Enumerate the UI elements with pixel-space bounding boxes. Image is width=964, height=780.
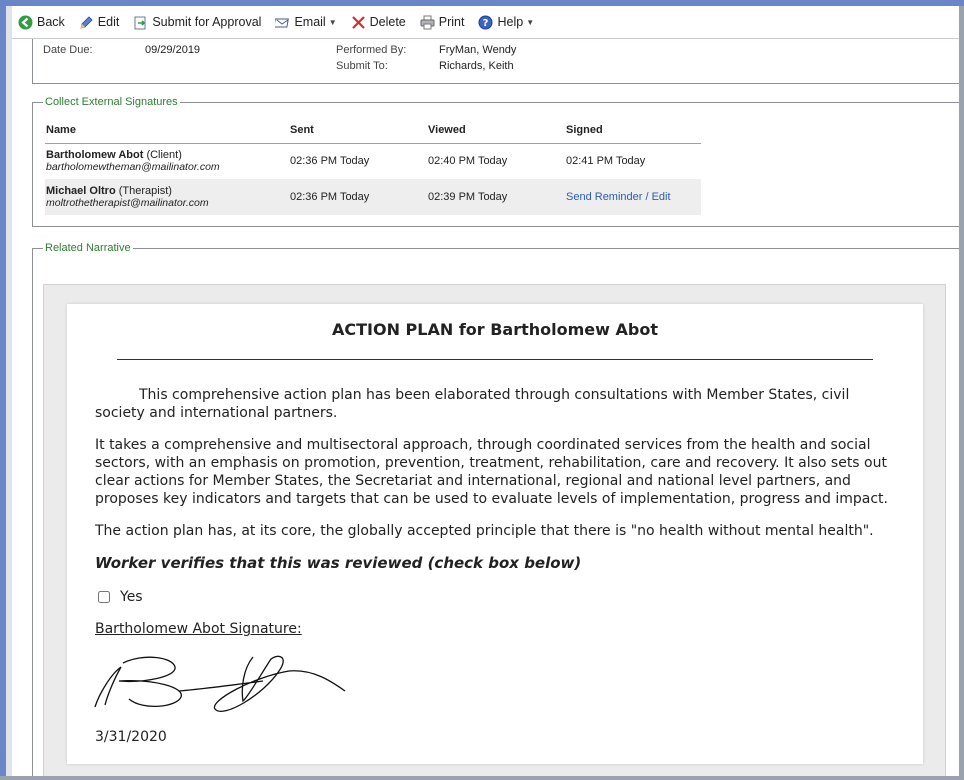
main-content — [12, 39, 959, 776]
back-button[interactable] — [18, 15, 65, 30]
table-header-row — [45, 118, 701, 143]
signer-cell — [45, 143, 289, 179]
back-arrow-icon — [18, 15, 33, 30]
narrative-viewer — [43, 284, 946, 776]
signatures-table — [45, 118, 701, 215]
signer-name: Michael Oltro — [46, 185, 116, 197]
handwritten-signature-image — [93, 649, 353, 719]
submit-icon — [133, 15, 148, 30]
edit-button[interactable] — [79, 15, 120, 30]
window-frame-right — [959, 6, 964, 780]
edit-label: Edit — [97, 15, 120, 29]
chevron-down-icon: ▼ — [328, 17, 337, 27]
section-legend: Related Narrative — [45, 242, 131, 254]
help-button[interactable] — [478, 15, 534, 30]
help-label: Help — [497, 15, 524, 29]
yes-checkbox-row[interactable] — [98, 588, 143, 606]
signature-date: 3/31/2020 — [95, 729, 167, 745]
viewed-time: 02:40 PM Today — [428, 155, 508, 168]
performed-by-label: Performed By: — [336, 44, 407, 56]
send-reminder-edit-link[interactable]: Send Reminder / Edit — [566, 191, 671, 203]
delete-label: Delete — [369, 15, 406, 29]
date-due-label: Date Due: — [43, 44, 93, 56]
related-narrative-section — [32, 242, 959, 776]
submit-to-label: Submit To: — [336, 60, 388, 72]
yes-checkbox[interactable] — [98, 591, 110, 603]
submit-for-approval-button[interactable] — [133, 15, 261, 30]
submit-label: Submit for Approval — [152, 15, 262, 29]
table-row — [45, 179, 701, 215]
collect-signatures-section — [32, 96, 959, 227]
toolbar — [12, 6, 959, 39]
signer-role: (Client) — [146, 149, 182, 162]
sent-time: 02:36 PM Today — [290, 155, 370, 168]
signed-time: 02:41 PM Today — [566, 155, 646, 168]
email-button[interactable] — [275, 15, 336, 30]
submit-to-value: Richards, Keith — [439, 60, 514, 72]
sent-time: 02:36 PM Today — [289, 179, 427, 215]
email-icon — [275, 15, 290, 30]
signature-label: Bartholomew Abot Signature: — [95, 621, 302, 637]
record-info-panel — [32, 39, 959, 84]
verify-heading: Worker verifies that this was reviewed (check box below) — [95, 554, 582, 572]
column-header-viewed: Viewed — [427, 118, 565, 143]
section-legend: Collect External Signatures — [45, 96, 178, 108]
paragraph-3: The action plan has, at its core, the globally accepted principle that there is "no health without mental health". — [95, 523, 874, 539]
window-frame-bottom — [0, 776, 964, 780]
narrative-document — [67, 304, 923, 764]
paragraph-1: This comprehensive action plan has been elaborated through consultations with Member States, civil society and international partners. — [95, 387, 850, 421]
viewed-time: 02:39 PM Today — [427, 179, 565, 215]
document-title: ACTION PLAN for Bartholomew Abot — [332, 320, 658, 339]
delete-button[interactable] — [351, 15, 406, 30]
signer-email: bartholomewtheman@mailinator.com — [46, 161, 220, 174]
print-label: Print — [438, 15, 465, 29]
svg-text:?: ? — [483, 17, 489, 29]
date-due-value: 09/29/2019 — [145, 44, 201, 56]
printer-icon — [420, 15, 435, 30]
column-header-signed: Signed — [565, 118, 701, 143]
edit-pencil-icon — [79, 15, 94, 30]
print-button[interactable] — [420, 15, 465, 30]
column-header-name: Name — [45, 118, 289, 143]
signer-name: Bartholomew Abot — [46, 149, 144, 162]
column-header-sent: Sent — [289, 118, 427, 143]
delete-x-icon — [351, 15, 366, 30]
paragraph-2: It takes a comprehensive and multisectoral approach, through coordinated services from the health and social sectors, with an emphasis on promotion, prevention, treatment, rehabilitation, care and recovery. It also sets out clear actions for Member States, the Secretariat and international, regional and national level partners, and proposes key indicators and targets that can be used to evaluate levels of implementation, progress and impact. — [95, 437, 888, 507]
title-divider — [117, 359, 873, 360]
email-label: Email — [294, 15, 326, 29]
back-label: Back — [37, 15, 65, 29]
performed-by-value: FryMan, Wendy — [439, 44, 517, 56]
yes-label: Yes — [120, 589, 143, 605]
table-row — [45, 143, 701, 179]
chevron-down-icon: ▼ — [526, 17, 535, 27]
signer-cell — [45, 179, 289, 215]
signer-email: moltrothetherapist@mailinator.com — [46, 197, 209, 209]
signer-role: (Therapist) — [118, 185, 172, 197]
help-question-icon — [478, 15, 493, 30]
